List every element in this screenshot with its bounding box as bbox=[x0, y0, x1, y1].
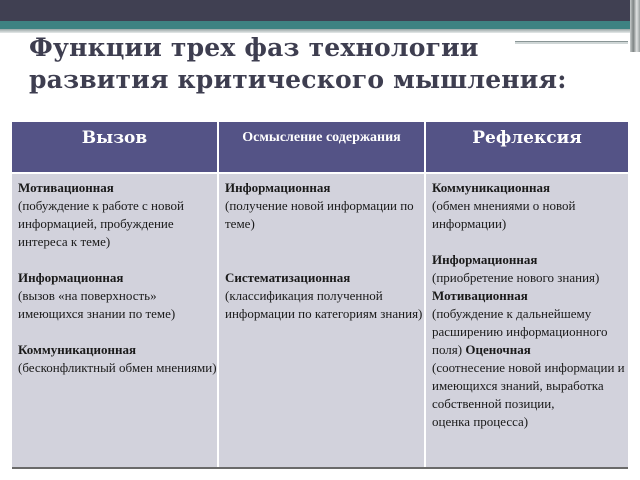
function-entry bbox=[225, 179, 424, 233]
function-name: Информационная bbox=[18, 270, 124, 285]
function-desc: (приобретение нового знания) bbox=[432, 270, 600, 285]
function-desc: (вызов «на поверхность» имеющихся знании по теме) bbox=[18, 288, 176, 321]
function-name: Информационная bbox=[225, 180, 331, 195]
function-name: Информационная bbox=[432, 252, 538, 267]
function-desc: (побуждение к дальнейшему расширению информационного поля) bbox=[432, 306, 608, 357]
body-cell-challenge bbox=[12, 174, 217, 467]
right-edge-decor bbox=[630, 0, 640, 52]
header-label: Рефлексия bbox=[472, 128, 582, 148]
function-desc: (обмен мнениями о новой информации) bbox=[432, 198, 576, 231]
function-name: Коммуникационная bbox=[432, 180, 551, 195]
function-entry bbox=[432, 179, 628, 233]
function-entry bbox=[432, 287, 628, 431]
function-desc: (классификация полученной информации по категориям знания) bbox=[225, 288, 423, 321]
slide-title: Функции трех фаз технологии развития критического мышления: bbox=[29, 33, 567, 94]
header-cell-reflection bbox=[426, 122, 628, 172]
header-cell-comprehension bbox=[219, 122, 424, 172]
body-cell-reflection bbox=[426, 174, 628, 467]
function-desc: оценка процесса) bbox=[432, 414, 529, 429]
function-entry bbox=[18, 341, 217, 377]
function-name: Оценочная bbox=[465, 342, 531, 357]
function-entry bbox=[18, 179, 217, 251]
table-body-row bbox=[12, 174, 628, 467]
function-name: Мотивационная bbox=[432, 288, 528, 303]
function-entry bbox=[432, 251, 628, 287]
function-name: Систематизационная bbox=[225, 270, 351, 285]
header-label: Осмысление содержания bbox=[242, 130, 401, 145]
header-label: Вызов bbox=[81, 128, 148, 148]
function-desc: (соотнесение новой информации и имеющихся знаний, выработка собственной позиции, bbox=[432, 360, 625, 411]
function-entry bbox=[18, 269, 217, 323]
function-desc: (побуждение к работе с новой информацией, пробуждение интереса к теме) bbox=[18, 198, 184, 249]
function-desc: (получение новой информации по теме) bbox=[225, 198, 414, 231]
body-cell-comprehension bbox=[219, 174, 424, 467]
header-cell-challenge bbox=[12, 122, 217, 172]
phases-table bbox=[12, 122, 628, 469]
top-teal-band bbox=[0, 21, 640, 29]
function-name: Мотивационная bbox=[18, 180, 114, 195]
function-name: Коммуникационная bbox=[18, 342, 137, 357]
function-desc: (бесконфликтный обмен мнениями) bbox=[18, 360, 217, 375]
top-dark-band bbox=[0, 0, 640, 21]
table-header-row bbox=[12, 122, 628, 172]
function-entry bbox=[225, 269, 424, 323]
